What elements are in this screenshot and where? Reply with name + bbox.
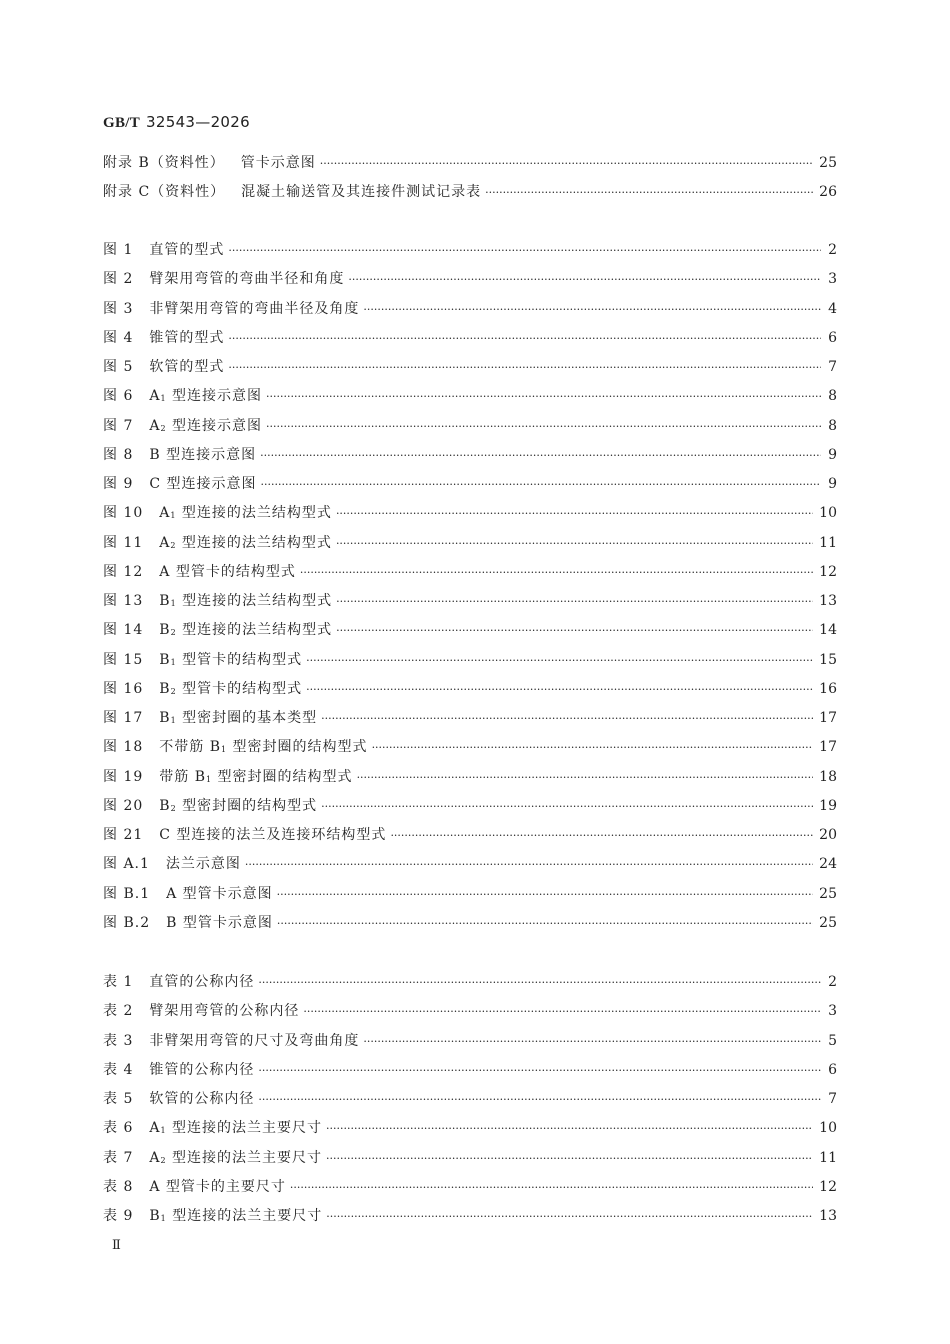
toc-entry-title [149, 444, 256, 464]
toc-entry-number: 图 4 [103, 329, 134, 346]
toc-entry-number: 图 10 [103, 505, 144, 522]
dot-leader [336, 624, 813, 637]
toc-entry-page: 9 [828, 446, 837, 463]
toc-entry-page: 12 [819, 1178, 837, 1195]
toc-entry[interactable] [103, 1088, 837, 1117]
toc-entry-title [149, 298, 359, 318]
toc-entry-number: 图 19 [103, 768, 144, 785]
toc-entry-title-text: 直管的型式 [149, 242, 225, 258]
toc-entry-number: 表 5 [103, 1091, 134, 1107]
toc-entry-title-text: 锥管的公称内径 [149, 1061, 255, 1078]
dot-leader [258, 1064, 821, 1077]
toc-entry-title-text: A [149, 388, 161, 405]
page-number: Ⅱ [112, 1238, 121, 1253]
toc-entry-title [241, 181, 481, 201]
toc-entry-title-text: B [159, 593, 171, 609]
toc-entry-title [149, 473, 256, 493]
toc-entry-subscript: 2 [170, 686, 177, 696]
toc-entry-title-text: C 型连接的法兰及连接环结构型式 [159, 827, 387, 843]
dot-leader [303, 1005, 821, 1018]
toc-entry-number: 表 6 [103, 1120, 134, 1137]
toc-entry[interactable] [103, 239, 837, 268]
toc-entry-title-text: A 型管卡示意图 [166, 885, 273, 902]
dot-leader [326, 1152, 813, 1165]
toc-entry-title-text: A [149, 417, 161, 434]
toc-entry-title-rest: 型连接的法兰主要尺寸 [166, 1208, 323, 1224]
dot-leader [363, 303, 821, 316]
toc-entry-subscript: 1 [170, 599, 177, 608]
toc-entry-title-text: B [159, 680, 171, 697]
toc-entry-title [149, 415, 262, 435]
dot-leader [245, 858, 813, 871]
dot-leader [357, 771, 814, 784]
toc-entry-page: 25 [819, 885, 837, 902]
toc-entry-page: 6 [828, 1061, 837, 1078]
toc-entry-subscript: 2 [170, 540, 177, 550]
toc-entry-page: 17 [819, 710, 837, 726]
dot-leader [300, 566, 813, 579]
dot-leader [290, 1181, 813, 1194]
toc-entry-title-text: B 型连接示意图 [149, 446, 257, 463]
toc-entry-page: 5 [828, 1032, 837, 1049]
toc-entry-page: 15 [819, 651, 837, 668]
toc-entry-title [149, 239, 224, 259]
toc-entry-title-text: 软管的型式 [149, 359, 225, 375]
toc-entry-page: 25 [819, 155, 837, 171]
toc-entry-title-rest: 型连接的法兰主要尺寸 [166, 1120, 323, 1137]
toc-entry-number: 图 B.2 [103, 914, 151, 931]
toc-entry-page: 10 [819, 505, 837, 522]
toc-entry-title-text: 混凝土输送管及其连接件测试记录表 [241, 184, 482, 201]
toc-entry-page: 17 [819, 739, 837, 756]
toc-entry-page: 16 [819, 680, 837, 697]
toc-entry-page: 12 [819, 563, 837, 580]
toc-entry-number: 图 5 [103, 359, 134, 375]
dot-leader [390, 829, 813, 842]
toc-entry-number: 图 B.1 [103, 885, 151, 902]
toc-entry-title-text: B [159, 710, 171, 726]
toc-entry[interactable] [103, 561, 837, 590]
toc-entry-title-rest: 型密封圈的结构型式 [227, 739, 368, 756]
toc-entry[interactable] [103, 912, 837, 941]
dot-leader [277, 888, 814, 901]
toc-entry-number: 表 1 [103, 974, 134, 990]
toc-entry-title [241, 152, 316, 172]
toc-entry-title-rest: 型管卡的结构型式 [176, 651, 303, 668]
toc-entry[interactable] [103, 824, 837, 853]
toc-entry-title [159, 678, 302, 698]
dot-leader [326, 1122, 813, 1135]
toc-entry-title [149, 1205, 322, 1225]
toc-entry-number: 图 8 [103, 446, 134, 463]
toc-entry-page: 2 [828, 974, 837, 990]
toc-entry-title-text: 直管的公称内径 [149, 974, 255, 990]
toc-entry-number: 图 2 [103, 271, 134, 288]
toc-figure-list [103, 239, 837, 941]
toc-entry-title [149, 385, 262, 405]
toc-entry-title-text: 不带筋 B [159, 739, 222, 756]
dot-leader [260, 449, 821, 462]
toc-entry-page: 20 [819, 827, 837, 843]
toc-entry-title [159, 649, 302, 669]
toc-entry-number: 图 18 [103, 739, 144, 756]
toc-entry[interactable] [103, 649, 837, 678]
toc-entry-title [159, 502, 332, 522]
toc-entry[interactable] [103, 707, 837, 736]
toc-entry-subscript: 2 [170, 628, 177, 638]
toc-entry-number: 图 11 [103, 534, 144, 551]
toc-entry-title-text: B [159, 651, 171, 668]
toc-entry[interactable] [103, 971, 837, 1000]
dot-leader [485, 186, 813, 199]
toc-entry-title [149, 1000, 299, 1020]
dot-leader [228, 332, 821, 345]
dot-leader [336, 537, 813, 550]
toc-entry[interactable] [103, 385, 837, 414]
toc-entry-page: 8 [828, 388, 837, 405]
toc-entry-title [149, 327, 224, 347]
toc-entry-subscript: 2 [160, 1155, 167, 1165]
toc-entry-number: 图 21 [103, 827, 144, 843]
dot-leader [372, 741, 814, 754]
toc-entry[interactable] [103, 502, 837, 531]
toc-entry-subscript: 1 [160, 394, 167, 404]
toc-entry-page: 7 [828, 1091, 837, 1107]
toc-entry-title-text: 带筋 B [159, 768, 207, 785]
toc-entry-title [149, 268, 344, 288]
dot-leader [277, 917, 813, 930]
toc-entry-title [166, 912, 273, 932]
toc-entry-page: 11 [819, 1149, 837, 1166]
toc-entry-title-text: A 型管卡的结构型式 [159, 563, 296, 580]
toc-entry[interactable] [103, 152, 837, 181]
toc-entry-page: 19 [819, 797, 837, 814]
toc-entry-title [159, 824, 386, 844]
dot-leader [258, 1093, 821, 1106]
toc-entry-number: 图 A.1 [103, 856, 150, 873]
toc-entry-title [149, 1147, 322, 1167]
standard-prefix: GB/T [103, 115, 141, 131]
toc-entry-title-text: 法兰示意图 [165, 856, 241, 873]
toc-entry-title-text: B [149, 1208, 161, 1224]
toc-entry-number: 图 3 [103, 300, 134, 317]
toc-entry-title-text: B 型管卡示意图 [166, 914, 273, 931]
toc-entry[interactable] [103, 766, 837, 795]
toc-entry-page: 7 [828, 359, 837, 375]
toc-entry-page: 14 [819, 622, 837, 639]
toc-entry-title-text: 非臂架用弯管的尺寸及弯曲角度 [149, 1032, 360, 1049]
toc-entry[interactable] [103, 532, 837, 561]
toc-entry-title [159, 707, 317, 727]
toc-entry-page: 18 [819, 768, 837, 785]
toc-entry-title [149, 1117, 322, 1137]
toc-entry-number: 附录 C（资料性） [103, 184, 226, 201]
toc-entry-title-text: A [159, 505, 171, 522]
toc-entry-number: 图 9 [103, 476, 134, 492]
toc-entry-title-text: B [159, 797, 171, 814]
toc-entry-title-text: A [159, 534, 171, 551]
toc-entry-subscript: 1 [160, 1214, 167, 1223]
toc-entry[interactable] [103, 1176, 837, 1205]
dot-leader [261, 478, 821, 491]
toc-entry[interactable] [103, 327, 837, 356]
toc-entry-number: 图 1 [103, 242, 134, 258]
toc-entry-title-text: 臂架用弯管的公称内径 [149, 1003, 300, 1020]
dot-leader [320, 157, 813, 170]
toc-entry-number: 表 9 [103, 1208, 134, 1224]
toc-entry-subscript: 1 [170, 657, 177, 667]
toc-entry-page: 24 [819, 856, 837, 873]
toc-entry-page: 3 [828, 271, 837, 288]
toc-entry[interactable] [103, 795, 837, 824]
dot-leader [348, 273, 821, 286]
toc-entry[interactable] [103, 298, 837, 327]
toc-entry-title-rest: 型连接的法兰结构型式 [176, 593, 333, 609]
toc-entry[interactable] [103, 1059, 837, 1088]
toc-entry-number: 图 16 [103, 680, 144, 697]
toc-entry-title-text: 臂架用弯管的弯曲半径和角度 [149, 271, 345, 288]
dot-leader [258, 976, 821, 989]
toc-entry[interactable] [103, 590, 837, 619]
toc-entry[interactable] [103, 268, 837, 297]
toc-entry-number: 表 2 [103, 1003, 134, 1020]
toc-entry-title [166, 853, 241, 873]
toc-entry-title [159, 619, 332, 639]
toc-entry-title-rest: 型连接的法兰主要尺寸 [166, 1149, 323, 1166]
toc-entry-title [166, 883, 273, 903]
dot-leader [266, 390, 821, 403]
toc-entry[interactable] [103, 853, 837, 882]
toc-entry-page: 3 [828, 1003, 837, 1020]
toc-entry-page: 25 [819, 914, 837, 931]
toc-entry[interactable] [103, 736, 837, 765]
dot-leader [321, 800, 813, 813]
toc-entry-subscript: 1 [170, 716, 177, 725]
toc-entry-title-rest: 型连接的法兰结构型式 [176, 534, 332, 551]
toc-entry-number: 表 8 [103, 1178, 134, 1195]
toc-entry-title [159, 561, 296, 581]
toc-entry[interactable] [103, 1030, 837, 1059]
toc-entry-page: 8 [828, 417, 837, 434]
toc-entry-title [159, 766, 352, 786]
toc-entry[interactable] [103, 678, 837, 707]
toc-entry-title-text: 管卡示意图 [240, 155, 316, 171]
toc-entry-subscript: 1 [160, 1126, 167, 1136]
toc-entry-number: 图 20 [103, 797, 144, 814]
toc-appendix-list [103, 152, 837, 211]
dot-leader [363, 1035, 821, 1048]
toc-entry-title-text: B [159, 622, 171, 639]
toc-entry-title [149, 971, 254, 991]
toc-entry-title [159, 736, 367, 756]
toc-entry-number: 图 15 [103, 651, 144, 668]
toc-entry-title [149, 1176, 286, 1196]
standard-number: 32543—2026 [146, 113, 250, 131]
toc-entry-page: 13 [819, 593, 837, 609]
toc-entry[interactable] [103, 1205, 837, 1234]
toc-entry-title-text: 锥管的型式 [149, 329, 225, 346]
toc-entry-subscript: 1 [206, 774, 213, 784]
toc-entry-number: 图 17 [103, 710, 144, 726]
toc-entry[interactable] [103, 415, 837, 444]
toc-entry-title-rest: 型密封圈的结构型式 [212, 768, 353, 785]
toc-entry-number: 图 7 [103, 417, 134, 434]
toc-entry-subscript: 2 [170, 803, 177, 813]
dot-leader [321, 712, 813, 725]
toc-entry-title-rest: 型连接示意图 [166, 417, 263, 434]
toc-entry-page: 10 [819, 1120, 837, 1137]
toc-entry-subscript: 1 [221, 745, 228, 755]
toc-entry-title [149, 1059, 254, 1079]
toc-entry-title-text: A [149, 1120, 161, 1137]
toc-entry-page: 11 [819, 534, 837, 551]
toc-entry[interactable] [103, 883, 837, 912]
toc-entry[interactable] [103, 1117, 837, 1146]
toc-entry-title-rest: 型连接的法兰结构型式 [176, 622, 333, 639]
toc-entry-title [159, 795, 317, 815]
toc-entry-page: 2 [828, 242, 837, 258]
toc-entry-subscript: 2 [160, 423, 167, 433]
toc-entry-title-rest: 型连接示意图 [166, 388, 263, 405]
toc-entry-number: 图 6 [103, 388, 134, 405]
toc-entry[interactable] [103, 1147, 837, 1176]
toc-entry[interactable] [103, 473, 837, 502]
toc-entry-page: 6 [828, 329, 837, 346]
toc-entry-number: 表 7 [103, 1149, 134, 1166]
toc-entry[interactable] [103, 1000, 837, 1029]
toc-entry-title-text: 非臂架用弯管的弯曲半径及角度 [149, 300, 360, 317]
dot-leader [336, 595, 813, 608]
toc-entry-page: 9 [828, 476, 837, 492]
dot-leader [228, 361, 821, 374]
dot-leader [326, 1210, 813, 1223]
toc-entry[interactable] [103, 356, 837, 385]
dot-leader [228, 244, 821, 257]
toc-entry-title [149, 1030, 359, 1050]
toc-entry-page: 13 [819, 1208, 837, 1224]
toc-entry-title-rest: 型密封圈的基本类型 [176, 710, 318, 726]
dot-leader [266, 420, 821, 433]
dot-leader [306, 683, 813, 696]
toc-entry-title-text: A [149, 1149, 161, 1166]
toc-entry-number: 表 3 [103, 1032, 134, 1049]
toc-entry-subscript: 1 [170, 511, 177, 521]
toc-entry[interactable] [103, 444, 837, 473]
toc-entry[interactable] [103, 181, 837, 210]
toc-entry-title-rest: 型密封圈的结构型式 [176, 797, 318, 814]
toc-entry-number: 表 4 [103, 1061, 134, 1078]
toc-entry-title-text: 软管的公称内径 [149, 1091, 255, 1107]
toc-entry-title [149, 1088, 254, 1108]
toc-entry-title-rest: 型连接的法兰结构型式 [176, 505, 332, 522]
toc-entry-number: 图 14 [103, 622, 144, 639]
toc-entry-title-text: C 型连接示意图 [149, 476, 257, 492]
toc-entry-number: 图 12 [103, 563, 144, 580]
standard-code [103, 113, 250, 132]
toc-entry-title-text: A 型管卡的主要尺寸 [149, 1178, 286, 1195]
toc-entry-title [149, 356, 224, 376]
toc-entry-title [159, 532, 332, 552]
toc-entry-number: 附录 B（资料性） [103, 155, 225, 171]
toc-entry-number: 图 13 [103, 593, 144, 609]
dot-leader [306, 654, 813, 667]
toc-entry-title-rest: 型管卡的结构型式 [176, 680, 303, 697]
toc-table-list [103, 971, 837, 1234]
toc-entry-page: 4 [828, 300, 837, 317]
dot-leader [336, 507, 813, 520]
toc-entry[interactable] [103, 619, 837, 648]
toc-entry-title [159, 590, 332, 610]
toc-entry-page: 26 [819, 184, 837, 201]
